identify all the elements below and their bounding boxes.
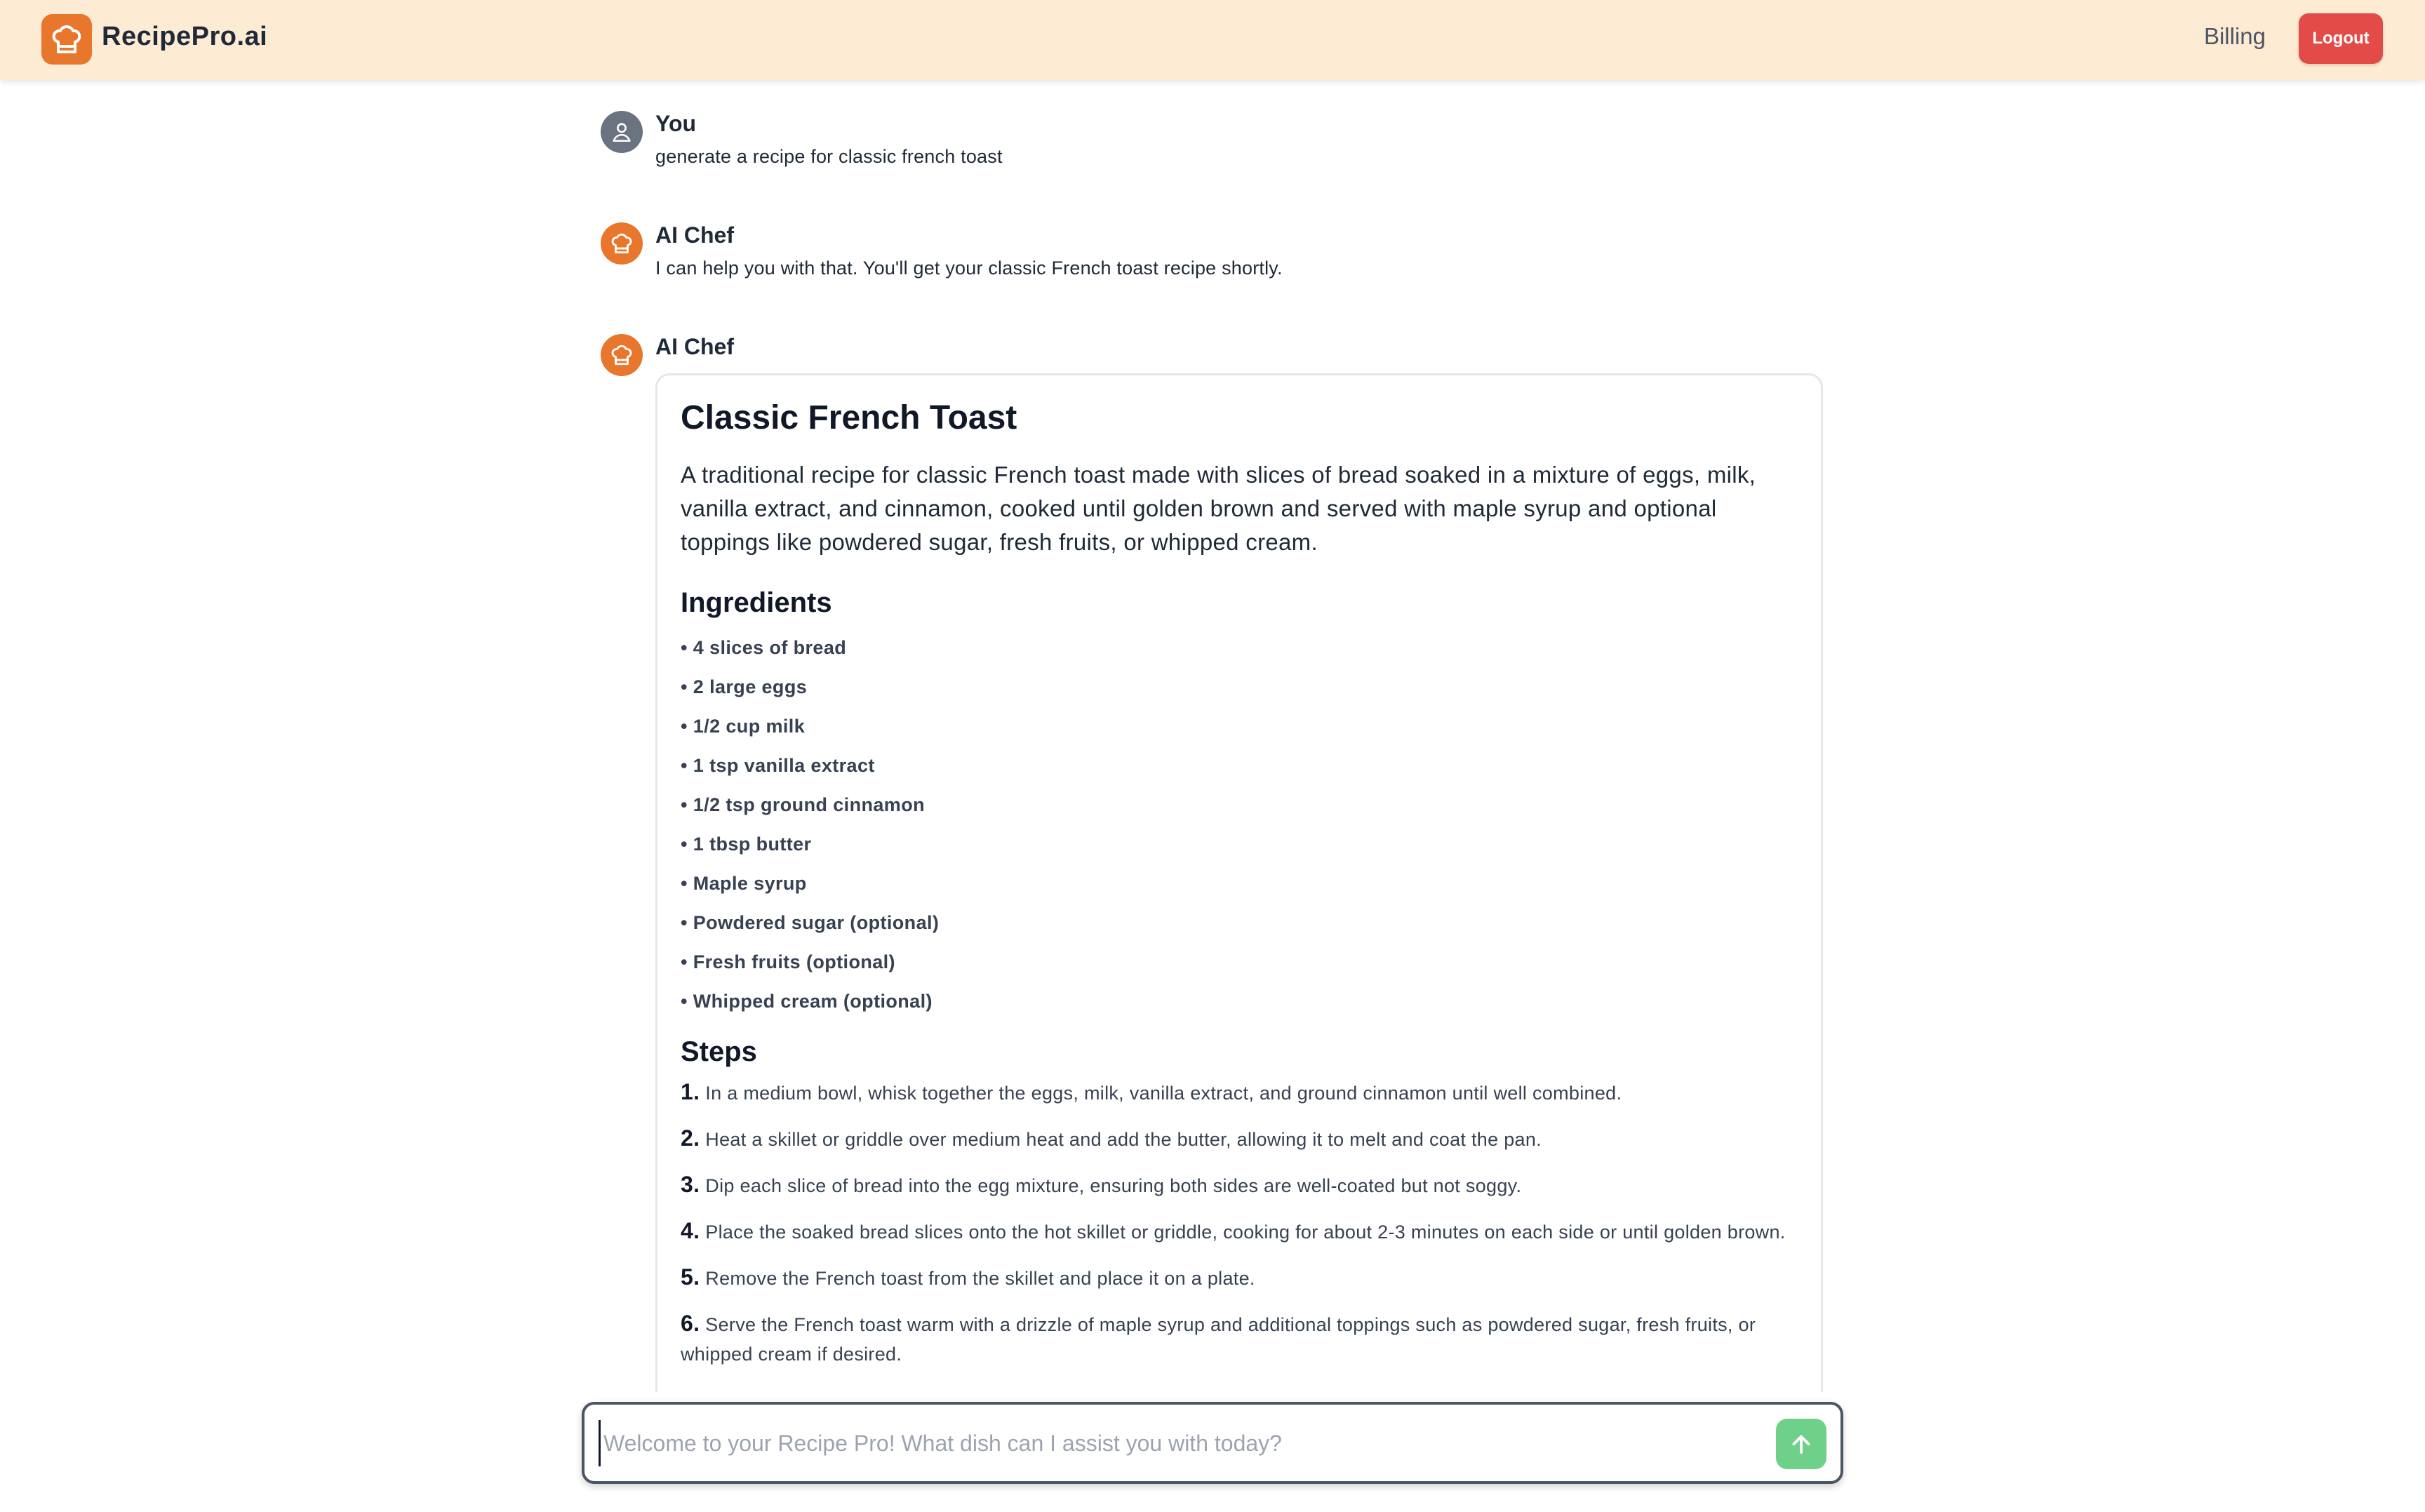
ingredients-heading: Ingredients bbox=[681, 587, 832, 618]
ingredient-item: • Maple syrup bbox=[681, 872, 807, 894]
step-number: 2. bbox=[681, 1125, 700, 1151]
step-number: 6. bbox=[681, 1310, 700, 1336]
steps-heading: Steps bbox=[681, 1036, 757, 1067]
recipe-title: Classic French Toast bbox=[681, 399, 1017, 436]
ingredient-item: • 4 slices of bread bbox=[681, 636, 847, 658]
billing-link[interactable]: Billing bbox=[2203, 23, 2266, 49]
step-text: Heat a skillet or griddle over medium heat and add the butter, allowing it to melt and coat the pan. bbox=[705, 1128, 1542, 1150]
ingredient-item: • 1 tsp vanilla extract bbox=[681, 754, 875, 776]
ingredients-list bbox=[681, 628, 1798, 1021]
avatar bbox=[601, 111, 643, 153]
step-text: Place the soaked bread slices onto the hot skillet or griddle, cooking for about 2-3 minutes on each side or until golden brown. bbox=[705, 1221, 1786, 1243]
arrow-up-icon bbox=[1789, 1431, 1814, 1457]
step-text: Serve the French toast warm with a drizzle of maple syrup and additional toppings such as powdered sugar, fresh fruits, or whipped cream if desired. bbox=[681, 1313, 1756, 1365]
ingredient-item: • Whipped cream (optional) bbox=[681, 990, 933, 1012]
message-composer bbox=[582, 1402, 1843, 1484]
avatar bbox=[601, 334, 643, 376]
logo[interactable] bbox=[41, 14, 92, 65]
chef-hat-icon bbox=[610, 232, 634, 255]
send-button[interactable] bbox=[1776, 1419, 1826, 1469]
avatar bbox=[601, 222, 643, 265]
chef-hat-icon bbox=[50, 22, 83, 56]
message-sender: AI Chef bbox=[655, 334, 734, 359]
step-number: 3. bbox=[681, 1171, 700, 1197]
message-sender: AI Chef bbox=[655, 222, 734, 248]
step-text: In a medium bowl, whisk together the eggs, milk, vanilla extract, and ground cinnamon until well combined. bbox=[705, 1082, 1622, 1104]
logout-button[interactable]: Logout bbox=[2299, 13, 2383, 64]
step-number: 4. bbox=[681, 1217, 700, 1243]
step-item bbox=[681, 1262, 1796, 1293]
steps-list bbox=[681, 1077, 1798, 1369]
message-text: I can help you with that. You'll get your classic French toast recipe shortly. bbox=[655, 257, 1283, 279]
step-item bbox=[681, 1123, 1796, 1154]
brand-name[interactable]: RecipePro.ai bbox=[102, 22, 268, 51]
step-text: Dip each slice of bread into the egg mixture, ensuring both sides are well-coated but not soggy. bbox=[705, 1175, 1522, 1196]
message-text: generate a recipe for classic french toast bbox=[655, 146, 1003, 167]
chef-hat-icon bbox=[610, 343, 634, 367]
user-icon bbox=[610, 120, 634, 144]
chat-thread bbox=[0, 80, 2425, 1392]
prompt-input[interactable] bbox=[599, 1420, 1763, 1466]
recipe-card bbox=[655, 373, 1823, 1392]
ingredient-item: • 1/2 cup milk bbox=[681, 715, 806, 737]
message-sender: You bbox=[655, 111, 697, 136]
top-navbar bbox=[0, 0, 2425, 80]
ingredient-item: • 2 large eggs bbox=[681, 676, 808, 697]
step-item bbox=[681, 1077, 1796, 1108]
ingredient-item: • 1/2 tsp ground cinnamon bbox=[681, 794, 925, 815]
step-item bbox=[681, 1309, 1796, 1369]
step-number: 1. bbox=[681, 1078, 700, 1104]
ingredient-item: • Fresh fruits (optional) bbox=[681, 951, 895, 972]
step-item bbox=[681, 1170, 1796, 1200]
step-text: Remove the French toast from the skillet and place it on a plate. bbox=[705, 1267, 1255, 1289]
step-item bbox=[681, 1216, 1796, 1247]
recipe-description: A traditional recipe for classic French toast made with slices of bread soaked in a mixture of eggs, milk, vanilla extract, and cinnamon, cooked until golden brown and served with maple syrup and optional toppings like powdered sugar, fresh fruits, or whipped cream. bbox=[681, 461, 1756, 555]
ingredient-item: • Powdered sugar (optional) bbox=[681, 911, 940, 933]
step-number: 5. bbox=[681, 1264, 700, 1290]
ingredient-item: • 1 tbsp butter bbox=[681, 833, 812, 855]
